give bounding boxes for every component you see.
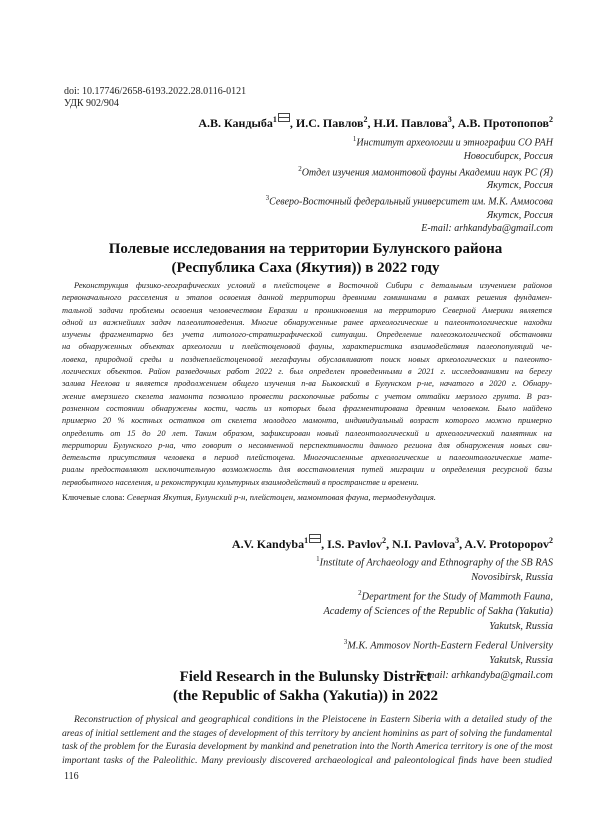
affiliation-line: $^1$Институт археологии и этнографии СО РАН [352,135,553,149]
authors-en: A.V. Kandyba$^1$ , I.S. Pavlov$^2$, N.I. Pavlova$^3$, A.V. Protopopov$^2$ [231,536,553,551]
affiliations-ru [133,133,553,235]
affiliation-line: Якутск, Россия [486,210,553,221]
email-line: E-mail: arhkandyba@gmail.com [417,669,553,681]
email-envelope-icon [278,113,290,122]
abstract-ru: Реконструкция физико-географических условий в плейстоцене в Восточной Сибири с детальным изучением районов первоначального расселения и этапов освоения данной территории древними гомининами в рамках решения фундамен- тальной задачи проблемы освоения человечеством Евразии и проникновения на территорию Северной Америки является одной из важнейших задач палеолитоведения. Многие обнаруженные ранее археологические и палеонтологические находки изучены фрагментарно без учета литолого-стратиграфической ситуации. Определение палеоэкологической обстановки на обнаруженных объектах археологии и плейстоценовой фауны, характеристика взаимодействия палеопопуляций че- ловека, природной среды и позднеплейстоценовой мегафауны обуславливают поиск новых археологических и палеонто- логических объектов. Район разведочных работ 2022 г. был определен проведенными в 2021 г. исследованиями на берегу залива Неелова и является продолжением общего изучения п-ва Быковский в Булунском р-не, начатого в 2020 г. Обнару- жение вмерзшего скелета мамонта позволило провести раскопочные работы с учетом оттайки мерзлого грунта. В раз- розненном состоянии обнаружены кости, часть из которых была фрагментирована древним человеком. Было найдено примерно 20 % костных остатков от скелета молодого мамонта, индивидуальный возраст которого можно примерно определить от 15 до 20 лет. Таким образом, зафиксирован новый палеонтологический и археологический памятник на территории Булунского р-на, что говорит о несомненной перспективности данного региона для обнаружения новых сви- детельств присутствия человека в период плейстоцена. Многочисленные археологические и палеонтологические мате- риалы предоставляют исключительную возможность для восстановления путей миграции и определения ресурсной базы первобытного населения, и реконструкции культурных взаимодействий в пространстве и времени. [62,281,552,487]
author-ru-4: А.В. Протопопов$^2$ [457,115,553,130]
author-ru-1: А.В. Кандыба$^1$ [198,116,290,130]
article-metadata [64,86,246,110]
page-number: 116 [64,771,79,782]
author-en-3: N.I. Pavlova$^3$ [392,536,460,551]
affiliation-line: Якутск, Россия [486,180,553,192]
article-title-en: Field Research in the Bulunsky District (the Republic of Sakha (Yakutia)) in 2022 [172,669,439,704]
affiliation-line: $^2$Отдел изучения мамонтовой фауны Академии наук РС (Я) [298,164,553,179]
affiliations-en [133,552,553,684]
affiliation-line: $^3$Северо-Восточный федеральный университет им. М.К. Аммосова [265,194,553,208]
udk-line: УДК 902/904 [64,98,119,109]
affiliation-line: $^3$M.K. Ammosov North-Eastern Federal University [343,637,553,652]
authors-ru: А.В. Кандыба$^1$ , И.С. Павлов$^2$, Н.И. Павлова$^3$, А.В. Протопопов$^2$ [198,115,553,130]
affiliation-line: Novosibirsk, Russia [471,572,553,584]
author-en-4: A.V. Protopopov$^2$ [464,536,553,551]
abstract-en: Reconstruction of physical and geographical conditions in the Pleistocene in Eastern Siberia with a detailed study of the areas of initial settlement and the stages of development of this territory by ancient hominins as part of solving the fundamental task of the problem for the Eurasia development by mankind and penetration into the North America territory is one of the most important tasks of the Paleolithic. Many previously discovered archaeological and paleontological finds have been studied [62,714,553,766]
affiliation-line: Новосибирск, Россия [463,150,553,162]
affiliation-line: Academy of Sciences of the Republic of Sakha (Yakutia) [323,606,553,618]
keywords-text: Северная Якутия, Булунский р-н, плейстоцен, мамонтовая фауна, термоденудация. [126,492,436,502]
affiliation-line: $^1$Institute of Archaeology and Ethnography of the SB RAS [316,555,553,569]
author-en-1: A.V. Kandyba$^1$ [232,537,321,551]
keywords-label: Ключевые слова: [62,492,125,502]
affiliation-line: Yakutsk, Russia [489,655,553,667]
affiliation-line: Yakutsk, Russia [489,621,553,633]
author-en-2: I.S. Pavlov$^2$ [327,536,387,551]
doi-line: doi: 10.17746/2658-6193.2022.28.0116-0121 [64,86,247,97]
keywords-ru [62,492,436,502]
email-envelope-icon [309,534,321,543]
email-line: E-mail: arhkandyba@gmail.com [421,223,553,235]
author-ru-3: Н.И. Павлова$^3$ [373,115,452,130]
affiliation-line: $^2$Department for the Study of Mammoth Fauna, [358,589,553,603]
author-ru-2: И.С. Павлов$^2$ [295,115,368,130]
article-title-ru: Полевые исследования на территории Булунского района (Республика Саха (Якутия)) в 2022 году [108,241,503,276]
